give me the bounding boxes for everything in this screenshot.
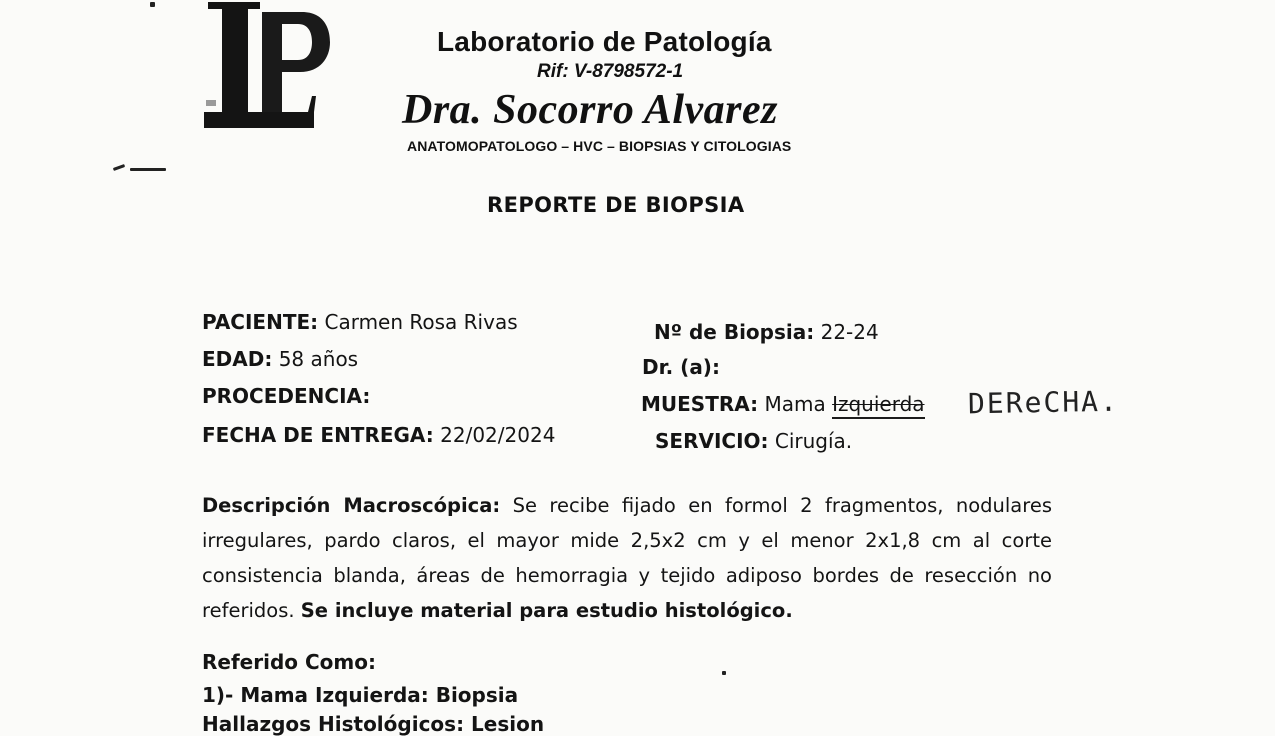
delivery-date-field: [202, 423, 555, 447]
biopsy-number-field: [654, 320, 879, 344]
service-value: Cirugía.: [774, 429, 853, 453]
report-title: REPORTE DE BIOPSIA: [487, 193, 745, 217]
scan-speck: [113, 164, 125, 171]
delivery-date-label: FECHA DE ENTREGA:: [202, 423, 434, 447]
patient-name-field: [202, 310, 518, 334]
age-field: [202, 347, 358, 371]
specialty-line: ANATOMOPATOLOGO – HVC – BIOPSIAS Y CITOLOGIAS: [407, 138, 792, 154]
sample-handwritten-correction: DEReCHA.: [967, 384, 1120, 421]
partial-next-line: Hallazgos Histológicos: Lesion: [202, 712, 545, 736]
age-label: EDAD:: [202, 347, 273, 371]
description-tail: Se incluye material para estudio histológico.: [300, 599, 793, 622]
description-label: Descripción Macroscópica:: [202, 494, 501, 517]
macroscopic-description: [202, 488, 1052, 628]
patient-name-label: PACIENTE:: [202, 310, 319, 334]
delivery-date-value: 22/02/2024: [440, 423, 556, 447]
scan-speck: [150, 2, 155, 7]
scan-speck: [722, 671, 726, 675]
lab-name: Laboratorio de Patología: [437, 26, 772, 57]
lp-logo-icon: [200, 0, 335, 135]
origin-field: [202, 384, 370, 408]
sample-field: [641, 392, 925, 416]
scan-speck: [130, 168, 166, 171]
referring-doctor-label: Dr. (a):: [642, 355, 720, 379]
sample-label: MUESTRA:: [641, 392, 759, 416]
patient-name-value: Carmen Rosa Rivas: [324, 310, 518, 334]
sample-value-struck: Izquierda: [832, 392, 924, 419]
description-text: Se recibe fijado en formol 2 fragmentos, nodulares irregulares, pardo claros, el mayor mide 2,5x2 cm y el menor 2x1,8 cm al corte consistencia blanda, áreas de hemorragia y tejido adiposo bordes de resección no referidos.: [202, 494, 1053, 622]
service-field: [655, 429, 852, 453]
sample-value-prefix: Mama: [764, 392, 826, 416]
biopsy-number-label: Nº de Biopsia:: [654, 320, 815, 344]
referred-title: Referido Como:: [202, 650, 376, 674]
service-label: SERVICIO:: [655, 429, 769, 453]
lab-logo: [200, 0, 335, 135]
referring-doctor-field: [642, 355, 720, 379]
doctor-name: Dra. Socorro Alvarez: [402, 87, 778, 133]
age-value: 58 años: [278, 347, 359, 371]
referred-item-1: 1)- Mama Izquierda: Biopsia: [202, 683, 519, 707]
biopsy-number-value: 22-24: [820, 320, 879, 344]
origin-label: PROCEDENCIA:: [202, 384, 371, 408]
rif-number: Rif: V-8798572-1: [537, 61, 684, 82]
